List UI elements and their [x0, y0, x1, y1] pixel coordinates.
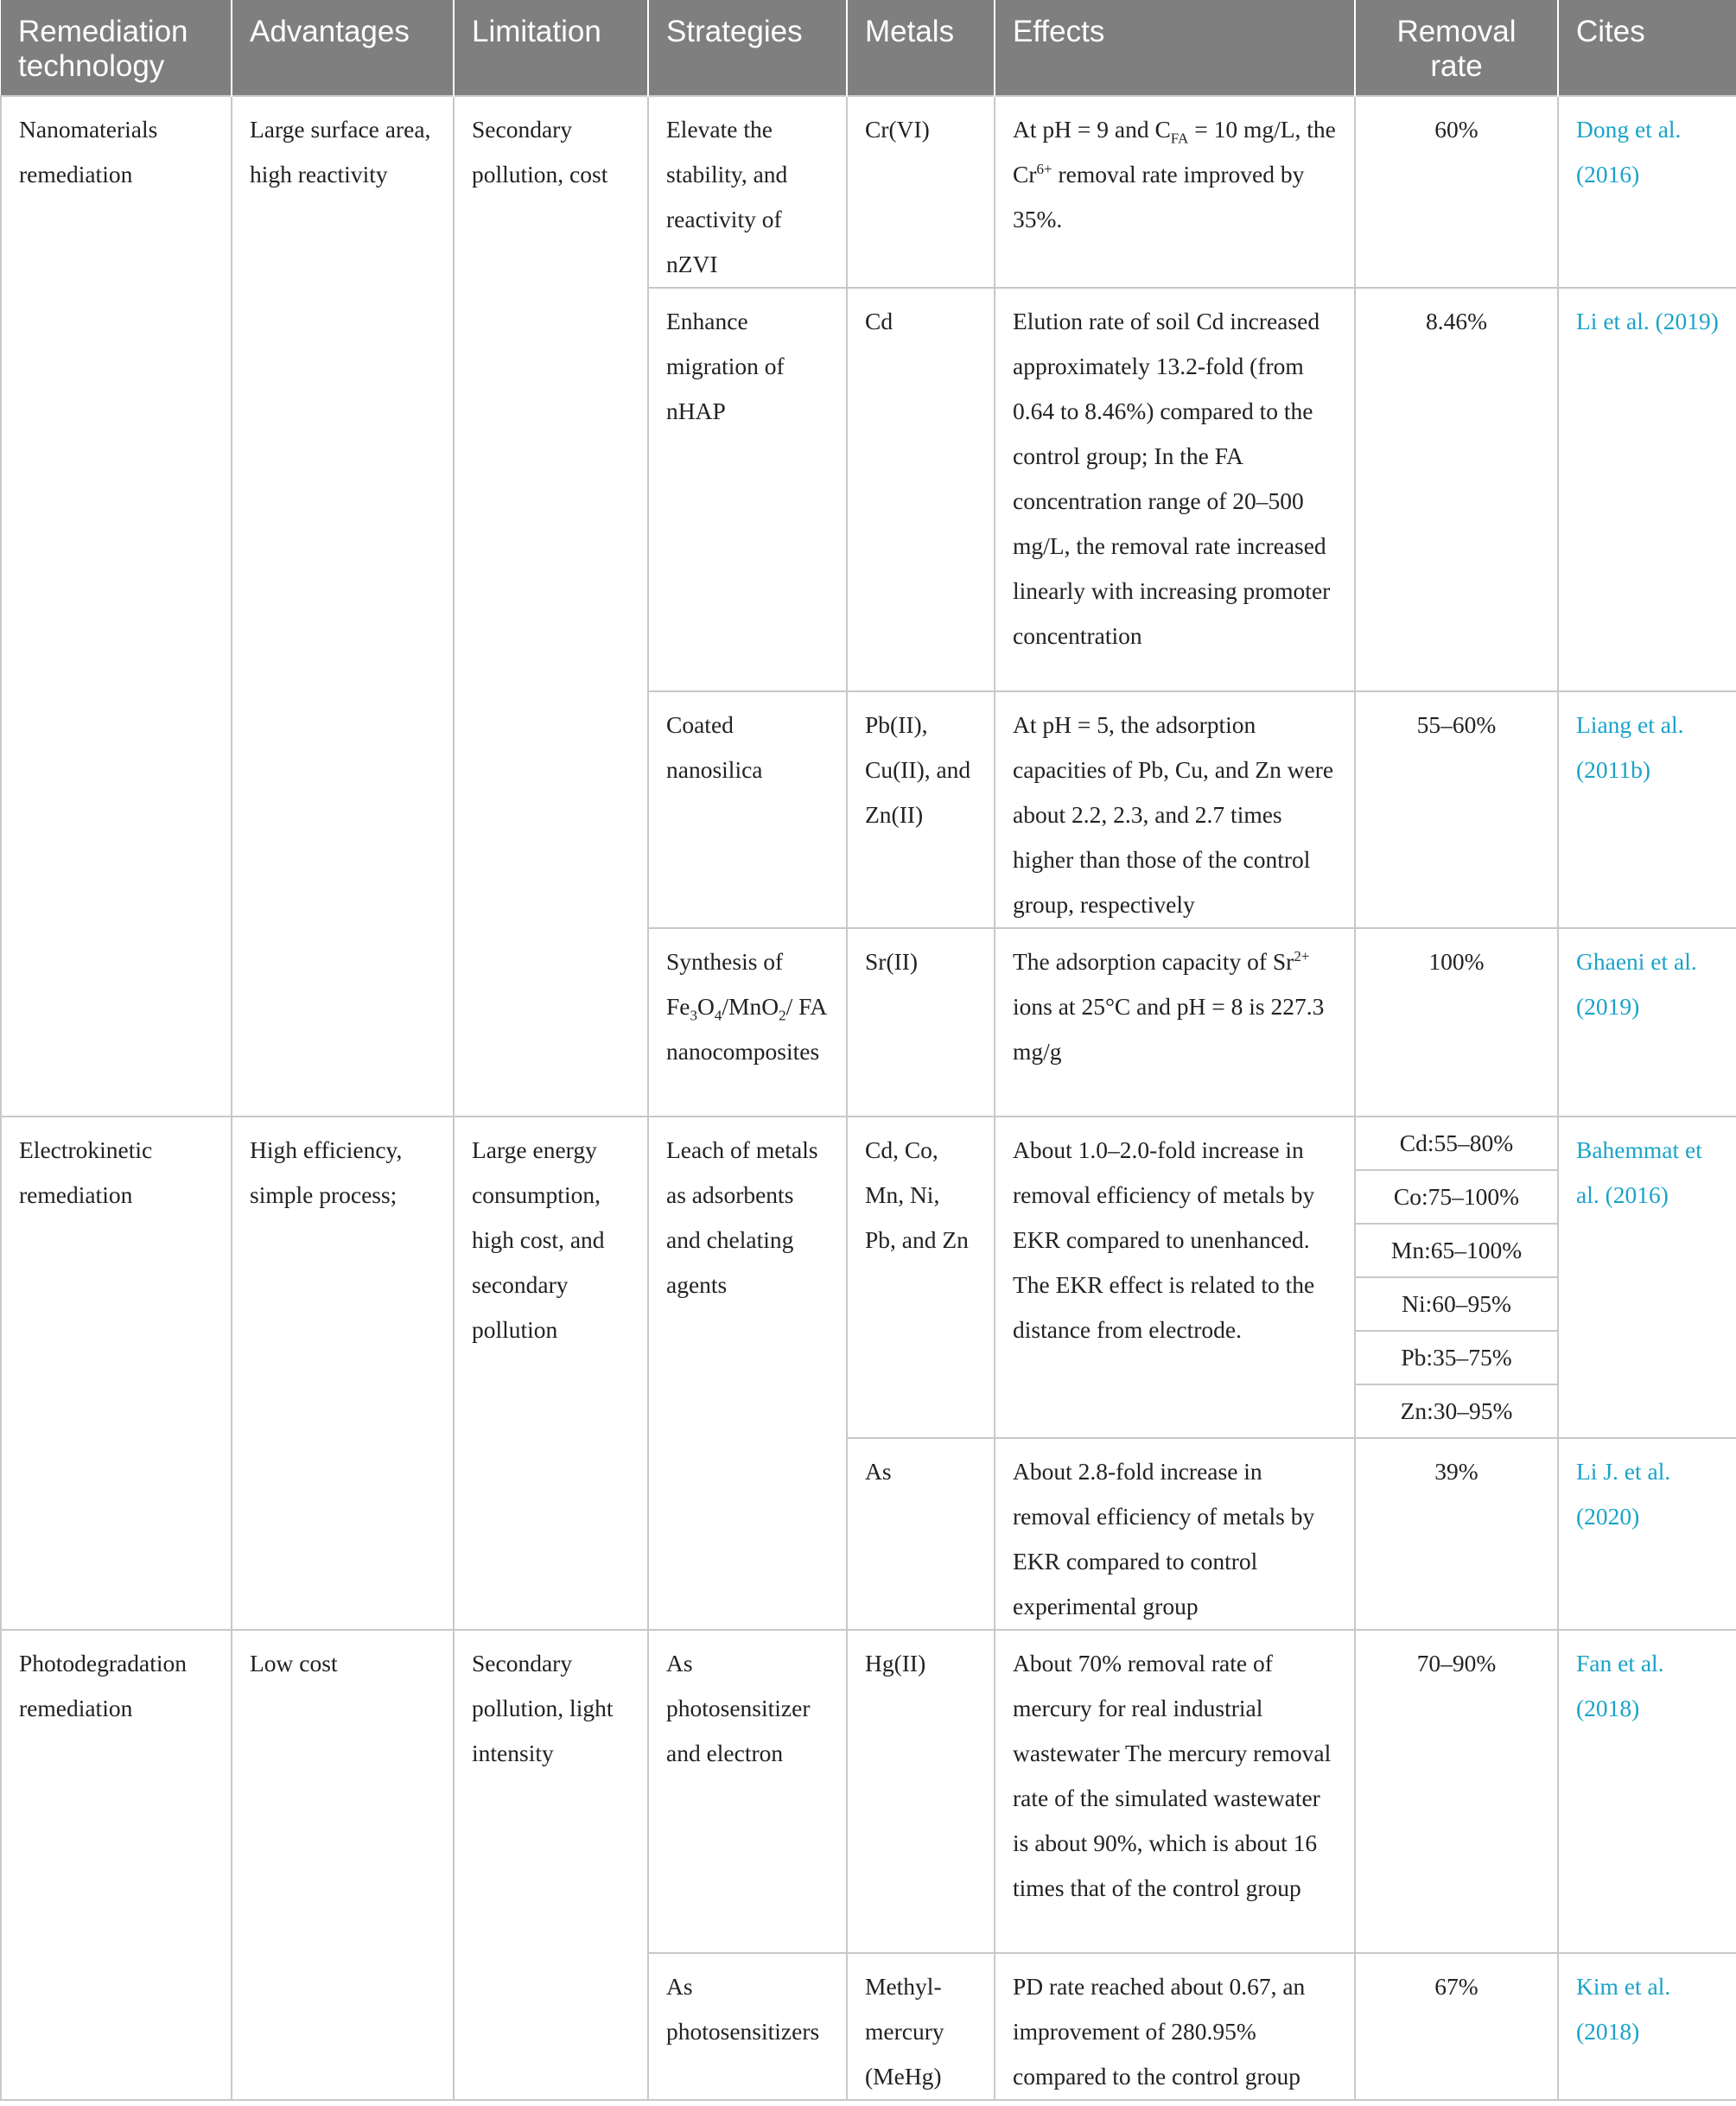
- strategy-cell: As photosensitizer and electron: [648, 1630, 847, 1953]
- table-row: [1, 96, 1736, 288]
- limitation-cell: Large energy consumption, high cost, and secondary pollution: [454, 1117, 648, 1630]
- removal-rate-cell: 70–90%: [1355, 1630, 1558, 1953]
- cite-link[interactable]: Bahemmat et al. (2016): [1558, 1117, 1736, 1438]
- removal-rate-list: [1355, 1117, 1558, 1438]
- table-row: [1, 1117, 1736, 1438]
- removal-rate-item: Cd:55–80%: [1356, 1117, 1557, 1171]
- advantages-cell: Low cost: [232, 1630, 454, 2100]
- limitation-cell: Secondary pollution, light intensity: [454, 1630, 648, 2100]
- metals-cell: Cd: [847, 288, 995, 691]
- effect-cell: The adsorption capacity of $Sr^{2+}$ ions at 25°C and pH = 8 is 227.3 mg/g: [995, 928, 1355, 1117]
- strategy-cell: Enhance migration of nHAP: [648, 288, 847, 691]
- cite-link[interactable]: Liang et al. (2011b): [1558, 691, 1736, 928]
- technology-cell: Nanomaterials remediation: [1, 96, 232, 1117]
- cite-link[interactable]: Li J. et al. (2020): [1558, 1438, 1736, 1630]
- strategy-cell: As photosensitizers: [648, 1953, 847, 2100]
- effect-cell: At pH = 9 and $C_{FA} = 10$ mg/L, the $Cr^{6+}$ removal rate improved by 35%.: [995, 96, 1355, 288]
- metals-cell: As: [847, 1438, 995, 1630]
- strategy-cell: Leach of metals as adsorbents and chelating agents: [648, 1117, 847, 1630]
- header-effects: Effects: [995, 0, 1355, 96]
- effect-cell: PD rate reached about 0.67, an improvement of 280.95% compared to the control group: [995, 1953, 1355, 2100]
- header-metals: Metals: [847, 0, 995, 96]
- cite-link[interactable]: Ghaeni et al. (2019): [1558, 928, 1736, 1117]
- metals-cell: Cd, Co, Mn, Ni, Pb, and Zn: [847, 1117, 995, 1438]
- cite-link[interactable]: Li et al. (2019): [1558, 288, 1736, 691]
- metals-cell: Sr(II): [847, 928, 995, 1117]
- header-technology: Remediation technology: [1, 0, 232, 96]
- cite-link[interactable]: Fan et al. (2018): [1558, 1630, 1736, 1953]
- removal-rate-cell: 67%: [1355, 1953, 1558, 2100]
- advantages-cell: Large surface area, high reactivity: [232, 96, 454, 1117]
- removal-rate-cell: 55–60%: [1355, 691, 1558, 928]
- effect-cell: About 70% removal rate of mercury for real industrial wastewater The mercury removal rate of the simulated wastewater is about 90%, which is about 16 times that of the control group: [995, 1630, 1355, 1953]
- removal-rate-cell: 100%: [1355, 928, 1558, 1117]
- metals-cell: Hg(II): [847, 1630, 995, 1953]
- effect-cell: At pH = 5, the adsorption capacities of Pb, Cu, and Zn were about 2.2, 2.3, and 2.7 times higher than those of the control group, respectively: [995, 691, 1355, 928]
- effect-cell: About 2.8-fold increase in removal efficiency of metals by EKR compared to control experimental group: [995, 1438, 1355, 1630]
- removal-rate-item: Ni:60–95%: [1356, 1278, 1557, 1332]
- removal-rate-cell: 8.46%: [1355, 288, 1558, 691]
- table-row: [1, 1630, 1736, 1953]
- removal-rate-item: Pb:35–75%: [1356, 1332, 1557, 1385]
- removal-rate-item: Zn:30–95%: [1400, 1397, 1513, 1424]
- header-advantages: Advantages: [232, 0, 454, 96]
- removal-rate-item: Mn:65–100%: [1356, 1225, 1557, 1278]
- header-limitation: Limitation: [454, 0, 648, 96]
- header-cites: Cites: [1558, 0, 1736, 96]
- header-removal-rate: Removal rate: [1355, 0, 1558, 96]
- limitation-cell: Secondary pollution, cost: [454, 96, 648, 1117]
- cite-link[interactable]: Dong et al. (2016): [1558, 96, 1736, 288]
- strategy-cell: Coated nanosilica: [648, 691, 847, 928]
- technology-cell: Electrokinetic remediation: [1, 1117, 232, 1630]
- advantages-cell: High efficiency, simple process;: [232, 1117, 454, 1630]
- effect-cell: Elution rate of soil Cd increased approximately 13.2-fold (from 0.64 to 8.46%) compared to the control group; In the FA concentration range of 20–500 mg/L, the removal rate increased linearly with increasing promoter concentration: [995, 288, 1355, 691]
- cite-link[interactable]: Kim et al. (2018): [1558, 1953, 1736, 2100]
- effect-cell: About 1.0–2.0-fold increase in removal efficiency of metals by EKR compared to unenhanced. The EKR effect is related to the distance from electrode.: [995, 1117, 1355, 1438]
- metals-cell: Methyl-mercury (MeHg): [847, 1953, 995, 2100]
- removal-rate-cell: 60%: [1355, 96, 1558, 288]
- metals-cell: Cr(VI): [847, 96, 995, 288]
- strategy-cell: Synthesis of $Fe_3O_4/MnO_2/$ FA nanocomposites: [648, 928, 847, 1117]
- removal-rate-cell: 39%: [1355, 1438, 1558, 1630]
- technology-cell: Photodegradation remediation: [1, 1630, 232, 2100]
- header-strategies: Strategies: [648, 0, 847, 96]
- removal-rate-item: Co:75–100%: [1356, 1171, 1557, 1225]
- header-row: [1, 0, 1736, 96]
- strategy-cell: Elevate the stability, and reactivity of nZVI: [648, 96, 847, 288]
- metals-cell: Pb(II), Cu(II), and Zn(II): [847, 691, 995, 928]
